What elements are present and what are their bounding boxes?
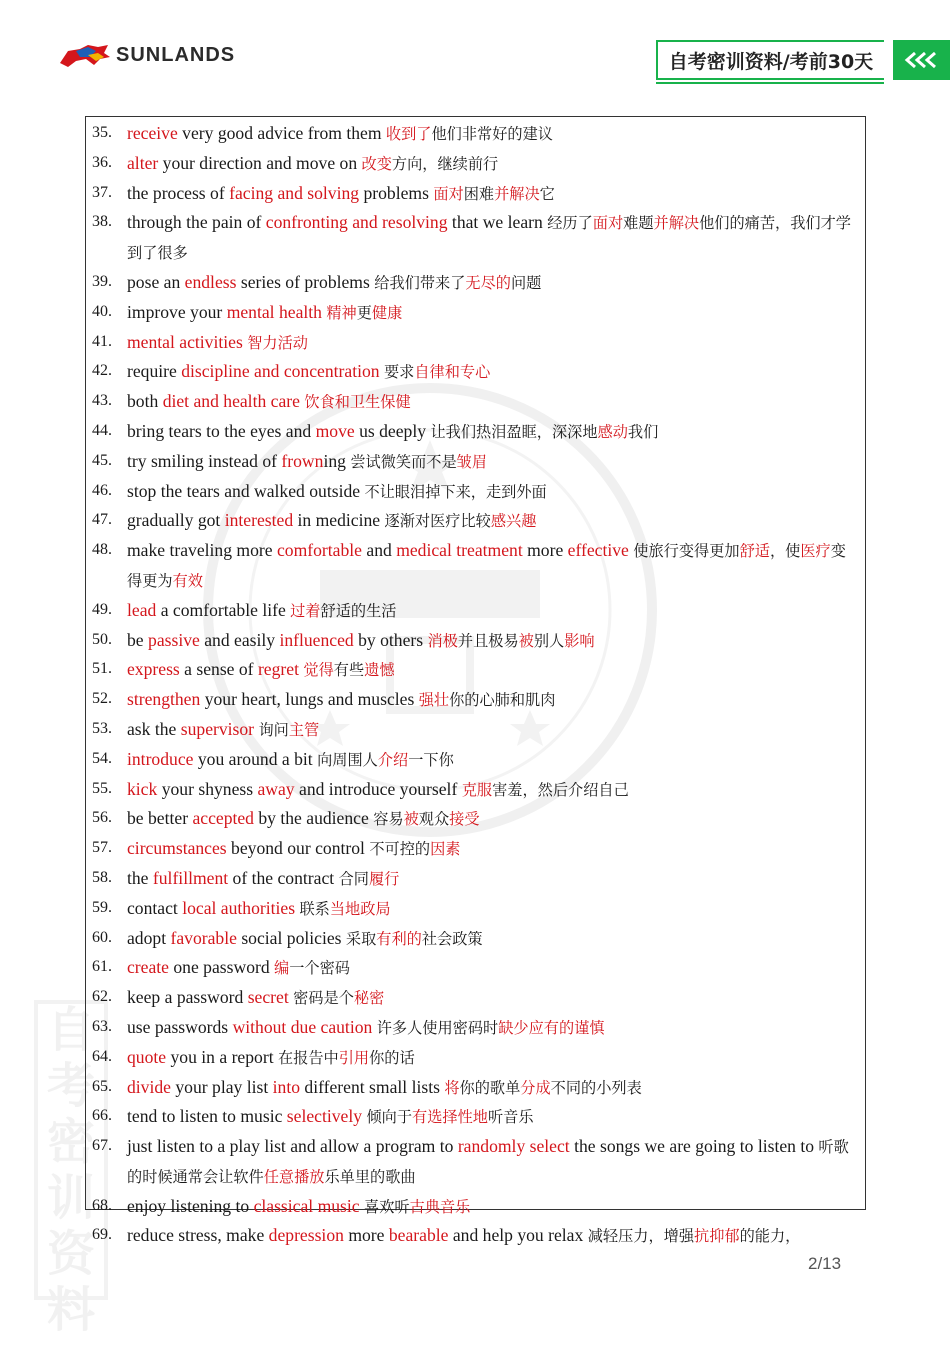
list-item <box>92 357 864 387</box>
highlight-text: 并解决 <box>653 214 700 233</box>
item-number: 52. <box>92 690 112 708</box>
item-text: enjoy listening to <box>127 1195 254 1216</box>
item-number: 67. <box>92 1137 112 1155</box>
highlight-text: mental activities <box>127 331 243 352</box>
item-text: 并且极易 <box>457 631 519 650</box>
item-number: 53. <box>92 719 112 737</box>
list-item <box>92 149 864 179</box>
item-text: 询问 <box>258 720 289 739</box>
item-text: 社会政策 <box>421 929 483 948</box>
item-number: 63. <box>92 1017 112 1035</box>
item-text: the process of <box>127 182 230 203</box>
item-text: your play list <box>170 1076 273 1097</box>
highlight-text: 医疗 <box>800 542 831 561</box>
item-text: just listen to a play list and allow a program to <box>127 1136 458 1157</box>
item-text: by others <box>353 629 428 650</box>
item-text: 倾向于 <box>366 1108 412 1127</box>
highlight-text: receive <box>127 123 178 143</box>
item-text: 难题 <box>623 214 654 233</box>
item-text: gradually got <box>127 510 225 531</box>
item-text: 联系 <box>299 899 330 918</box>
item-text: 使旅行变得更加 <box>633 542 740 561</box>
item-text: 你的话 <box>369 1048 415 1067</box>
highlight-text: 遗憾 <box>364 661 395 680</box>
item-text: 乐单里的歌曲 <box>324 1167 416 1186</box>
highlight-text: diet and health care <box>162 391 300 412</box>
list-item <box>92 1043 864 1073</box>
highlight-text: passive <box>148 629 200 650</box>
list-item <box>92 1221 864 1251</box>
sunlands-horse-logo-icon <box>58 41 112 69</box>
item-text: make traveling more <box>127 540 277 561</box>
list-item <box>92 506 864 536</box>
item-text: one password <box>168 957 275 978</box>
highlight-text: medical treatment <box>396 540 523 561</box>
item-text: different small lists <box>300 1076 445 1097</box>
highlight-text: 精神 <box>326 303 357 322</box>
highlight-text: away <box>257 778 295 799</box>
item-number: 69. <box>92 1226 112 1244</box>
item-text: both <box>127 391 163 412</box>
item-text: pose an <box>127 271 185 292</box>
item-text: the songs we are going to listen to 听歌的时候通常会让软件 <box>127 1136 849 1186</box>
list-item <box>92 655 864 685</box>
item-text: 听音乐 <box>487 1108 534 1127</box>
highlight-text: local authorities <box>182 897 296 918</box>
item-text: 它 <box>539 184 555 203</box>
item-text: 要求 <box>383 363 415 382</box>
item-text: tend to listen to music <box>127 1106 287 1127</box>
vocab-list <box>92 119 864 1251</box>
highlight-text: 引用 <box>338 1048 370 1067</box>
list-item <box>92 179 864 209</box>
highlight-text: 介绍 <box>377 750 409 769</box>
item-text: improve your <box>127 301 227 322</box>
item-number: 48. <box>92 541 112 559</box>
chevron-left-icon <box>901 50 943 70</box>
item-number: 38. <box>92 213 112 231</box>
highlight-text: 秘密 <box>353 989 385 1008</box>
item-text: the <box>127 867 153 888</box>
list-item <box>92 775 864 805</box>
list-item <box>92 1102 864 1132</box>
item-text: 有些 <box>333 661 365 680</box>
highlight-text: 无尽的 <box>465 273 511 292</box>
item-text: your shyness <box>157 778 258 799</box>
highlight-text: 有利的 <box>376 929 422 948</box>
highlight-text: frown <box>281 450 324 471</box>
list-item <box>92 447 864 477</box>
list-item <box>92 685 864 715</box>
item-text: 问题 <box>510 273 542 292</box>
item-number: 49. <box>92 600 112 618</box>
highlight-text: without due caution <box>232 1016 373 1037</box>
highlight-text: 过着 <box>290 601 321 620</box>
item-text: reduce stress, make <box>127 1225 269 1246</box>
item-text: and help you relax 减轻压力，增强 <box>448 1225 695 1246</box>
highlight-text: strengthen <box>127 689 201 710</box>
highlight-text: 履行 <box>368 869 400 888</box>
highlight-text: introduce <box>127 748 194 769</box>
item-text: 舒适的生活 <box>320 601 397 620</box>
highlight-text: 面对 <box>592 214 624 233</box>
item-number: 35. <box>92 124 112 141</box>
highlight-text: 抗抑郁 <box>694 1227 740 1246</box>
highlight-text: 面对 <box>433 184 464 203</box>
item-text: and easily <box>199 629 280 650</box>
item-text: problems <box>359 182 434 203</box>
highlight-text: supervisor <box>180 718 255 739</box>
list-item <box>92 387 864 417</box>
list-item <box>92 715 864 745</box>
item-text: social policies 采取 <box>236 927 377 948</box>
item-number: 45. <box>92 451 112 469</box>
item-text: beyond our control 不可控的 <box>226 838 431 859</box>
highlight-text: selectively <box>286 1106 363 1127</box>
highlight-text: 接受 <box>449 810 480 829</box>
item-text: your direction and move on <box>158 152 362 173</box>
list-item <box>92 1013 864 1043</box>
highlight-text: bearable <box>388 1225 449 1246</box>
highlight-text: influenced <box>279 629 354 650</box>
item-text: more <box>522 540 568 561</box>
item-text: series of problems 给我们带来了 <box>236 271 466 292</box>
item-text: you in a report 在报告中 <box>166 1046 339 1067</box>
item-number: 39. <box>92 272 112 290</box>
highlight-text: 智力活动 <box>247 333 308 352</box>
item-text: ask the <box>127 718 181 739</box>
list-item <box>92 804 864 834</box>
page-number: 2/13 <box>808 1254 842 1273</box>
item-number: 42. <box>92 362 112 380</box>
highlight-text: 觉得 <box>303 661 334 680</box>
item-number: 46. <box>92 481 112 499</box>
item-number: 61. <box>92 958 112 976</box>
item-text: 一个密码 <box>289 959 350 978</box>
item-text: you around a bit 向周围人 <box>193 748 378 769</box>
item-text: very good advice from them <box>177 123 386 143</box>
item-text: your heart, lungs and muscles <box>200 689 419 710</box>
highlight-text: 有选择性地 <box>412 1108 488 1127</box>
item-number: 66. <box>92 1107 112 1125</box>
item-text: stop the tears and walked outside 不让眼泪掉下来，走到外面 <box>127 480 547 501</box>
item-text: 一下你 <box>408 750 454 769</box>
item-text: a comfortable life <box>156 599 291 620</box>
item-text: more <box>343 1225 389 1246</box>
highlight-text: divide <box>127 1076 171 1097</box>
highlight-text: effective <box>567 540 629 561</box>
list-item <box>92 596 864 626</box>
item-number: 60. <box>92 928 112 946</box>
highlight-text: classical music <box>253 1195 360 1216</box>
highlight-text: 皱眉 <box>456 452 488 471</box>
item-text: in medicine 逐渐对医疗比较 <box>293 510 491 531</box>
highlight-text: quote <box>127 1046 167 1067</box>
list-item <box>92 924 864 954</box>
item-number: 54. <box>92 749 112 767</box>
highlight-text: into <box>272 1076 301 1097</box>
list-item <box>92 953 864 983</box>
item-number: 57. <box>92 839 112 857</box>
item-number: 56. <box>92 809 112 827</box>
highlight-text: express <box>127 659 180 680</box>
item-text: that we learn 经历了 <box>447 212 593 233</box>
item-text: 许多人使用密码时 <box>376 1018 499 1037</box>
item-text: 困难 <box>463 184 495 203</box>
item-number: 68. <box>92 1196 112 1214</box>
item-number: 55. <box>92 779 112 797</box>
item-text: 不同的小列表 <box>550 1078 642 1097</box>
highlight-text: confronting and resolving <box>265 212 448 233</box>
item-number: 41. <box>92 332 112 350</box>
item-number: 50. <box>92 630 112 648</box>
side-watermark-text: 自考密训资料 <box>46 1002 95 1338</box>
item-text: a sense of <box>179 659 258 680</box>
item-text: 变得更为 <box>127 542 846 590</box>
item-text: 我们 <box>627 422 659 441</box>
highlight-text: discipline and concentration <box>181 361 380 382</box>
highlight-text: fulfillment <box>152 867 229 888</box>
highlight-text: 并解决 <box>494 184 540 203</box>
highlight-text: 舒适 <box>739 542 770 561</box>
highlight-text: 古典音乐 <box>409 1197 471 1216</box>
item-number: 62. <box>92 988 112 1006</box>
list-item <box>92 1192 864 1222</box>
highlight-text: 感动 <box>597 422 628 441</box>
item-text: bring tears to the eyes and <box>127 420 316 441</box>
item-number: 47. <box>92 511 112 529</box>
highlight-text: regret <box>257 659 299 680</box>
item-text: ing 尝试微笑而不是 <box>323 450 457 471</box>
highlight-text: move <box>315 420 355 441</box>
highlight-text: favorable <box>170 927 237 948</box>
highlight-text: 自律和专心 <box>414 363 491 382</box>
highlight-text: alter <box>127 152 159 173</box>
item-number: 40. <box>92 302 112 320</box>
list-item <box>92 745 864 775</box>
highlight-text: endless <box>184 271 237 292</box>
highlight-text: 当地政局 <box>329 899 391 918</box>
item-number: 51. <box>92 660 112 678</box>
highlight-text: facing and solving <box>229 182 360 203</box>
highlight-text: circumstances <box>127 838 227 859</box>
list-item <box>92 894 864 924</box>
item-text: 密码是个 <box>293 989 354 1008</box>
item-text: be better <box>127 808 193 829</box>
highlight-text: 被 <box>518 631 534 650</box>
highlight-text: 编 <box>274 959 290 978</box>
item-text: keep a password <box>127 987 248 1008</box>
item-text: and <box>361 540 397 561</box>
logo-text: SUNLANDS <box>116 43 236 66</box>
highlight-text: 有效 <box>172 571 203 590</box>
list-item <box>92 1132 864 1192</box>
item-text: 方向，继续前行 <box>391 154 499 173</box>
highlight-text: 分成 <box>520 1078 551 1097</box>
highlight-text: create <box>127 957 169 978</box>
list-item <box>92 983 864 1013</box>
list-item <box>92 536 864 596</box>
list-item <box>92 1073 864 1103</box>
list-item <box>92 417 864 447</box>
highlight-text: 缺少应有的谨慎 <box>498 1018 605 1037</box>
highlight-text: lead <box>127 599 157 620</box>
highlight-text: 主管 <box>288 720 320 739</box>
highlight-text: 影响 <box>564 631 595 650</box>
highlight-text: 将 <box>444 1078 460 1097</box>
item-number: 65. <box>92 1077 112 1095</box>
highlight-text: secret <box>247 987 289 1008</box>
item-text: 他们非常好的建议 <box>431 125 553 143</box>
list-item <box>92 119 864 149</box>
list-item <box>92 328 864 358</box>
header-title: 自考密训资料/考前30天 <box>668 50 874 73</box>
item-text: use passwords <box>127 1016 233 1037</box>
item-text: 你的心肺和肌肉 <box>449 691 556 710</box>
highlight-text: 因素 <box>430 840 461 859</box>
highlight-text: depression <box>268 1225 344 1246</box>
item-text: 别人 <box>533 631 565 650</box>
item-text: by the audience 容易 <box>253 808 404 829</box>
item-text: us deeply 让我们热泪盈眶，深深地 <box>354 420 598 441</box>
list-item <box>92 268 864 298</box>
list-item <box>92 834 864 864</box>
list-item <box>92 864 864 894</box>
item-number: 36. <box>92 153 112 171</box>
item-text: contact <box>127 897 183 918</box>
highlight-text: mental health <box>226 301 322 322</box>
header-title-box <box>656 40 884 80</box>
item-number: 43. <box>92 392 112 410</box>
item-text: require <box>127 361 182 382</box>
item-text: be <box>127 629 149 650</box>
highlight-text: 饮食和卫生保健 <box>304 393 411 412</box>
list-item <box>92 298 864 328</box>
item-text: 你的歌单 <box>459 1078 521 1097</box>
item-text: 观众 <box>418 810 450 829</box>
item-text: try smiling instead of <box>127 450 282 471</box>
item-text: adopt <box>127 927 171 948</box>
sunlands-logo <box>58 40 235 70</box>
item-text: 害羞，然后介绍自己 <box>492 780 629 799</box>
highlight-text: 感兴趣 <box>490 512 537 531</box>
highlight-text: 被 <box>403 810 419 829</box>
list-item <box>92 208 864 268</box>
highlight-text: 消极 <box>427 631 458 650</box>
item-text: of the contract 合同 <box>228 867 369 888</box>
highlight-text: 强壮 <box>418 691 450 710</box>
item-number: 58. <box>92 868 112 886</box>
highlight-text: 改变 <box>361 154 392 173</box>
item-number: 59. <box>92 898 112 916</box>
item-text: 他们的痛苦，我们才学到了很多 <box>127 214 851 263</box>
highlight-text: comfortable <box>276 540 362 561</box>
item-number: 44. <box>92 421 112 439</box>
item-text: 喜欢听 <box>364 1197 410 1216</box>
item-text: through the pain of <box>127 212 266 233</box>
highlight-text: 克服 <box>461 780 493 799</box>
item-text: ，使 <box>769 542 801 561</box>
item-text: 的能力， <box>739 1227 801 1246</box>
item-text: 更 <box>356 303 372 322</box>
highlight-text: interested <box>224 510 294 531</box>
item-text: and introduce yourself <box>294 778 462 799</box>
list-item <box>92 477 864 507</box>
highlight-text: 收到了 <box>385 125 432 143</box>
item-number: 64. <box>92 1047 112 1065</box>
highlight-text: randomly select <box>457 1136 570 1157</box>
item-number: 37. <box>92 183 112 201</box>
highlight-text: accepted <box>192 808 254 829</box>
highlight-text: 任意播放 <box>263 1167 325 1186</box>
header-green-tab <box>893 40 950 80</box>
list-item <box>92 626 864 656</box>
highlight-text: 健康 <box>371 303 403 322</box>
highlight-text: kick <box>127 778 158 799</box>
